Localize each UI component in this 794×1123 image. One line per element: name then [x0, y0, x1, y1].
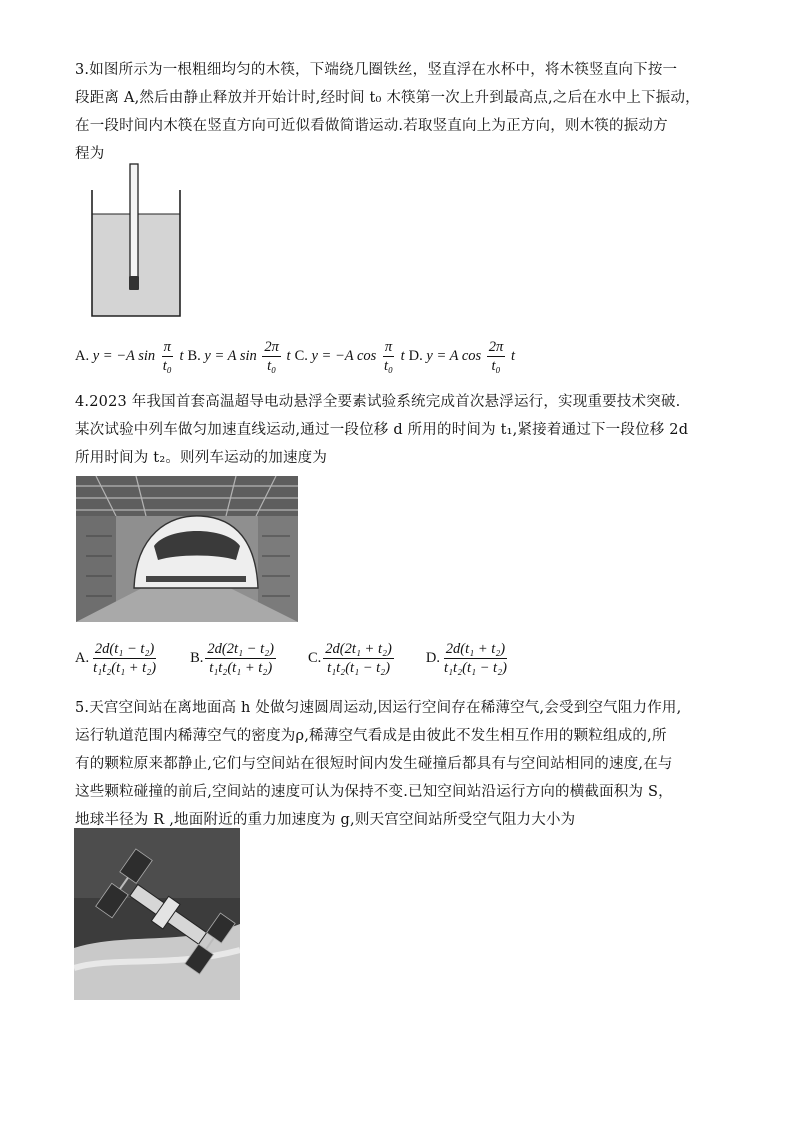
fraction: $\frac{2\pi}{\text{t₀}}$ [488, 339, 504, 375]
fraction: $\frac{\text{2d(t₁ − t₂)}}{\text{t₁t₂(t₁ + t₂)}}$ [93, 641, 157, 677]
q5-stem [75, 694, 725, 834]
maglev-train-photo [76, 476, 298, 622]
q3-stem [75, 56, 725, 168]
q5-line-2: 运行轨道范围内稀薄空气的密度为ρ,稀薄空气看成是由彼此不发生相互作用的颗粒组成的,所 [75, 728, 667, 744]
q4-line-1: 4.2023 年我国首套高温超导电动悬浮全要素试验系统完成首次悬浮运行，实现重要技术突破. [75, 394, 681, 410]
space-station-photo [74, 828, 240, 1000]
q3-option-c[interactable]: C. y = −A cos $\frac{\pi}{\text{t₀}}$ t [294, 339, 405, 375]
q3-options [75, 338, 515, 375]
q5-line-3: 有的颗粒原来都静止,它们与空间站在很短时间内发生碰撞后都具有与空间站相同的速度,在与 [75, 756, 673, 772]
fraction: $\frac{\pi}{\text{t₀}}$ [162, 339, 172, 375]
fraction: $\frac{\pi}{\text{t₀}}$ [383, 339, 394, 375]
q5-line-5: 地球半径为 R ,地面附近的重力加速度为 g,则天宫空间站所受空气阻力大小为 [75, 812, 576, 828]
q4-option-a[interactable]: A. $\frac{\text{2d(t₁ − t₂)}}{\text{t₁t₂(t₁ + t₂)}}$ [75, 641, 157, 677]
q5-line-1: 5.天宫空间站在离地面高 h 处做匀速圆周运动,因运行空间存在稀薄空气,会受到空气阻力作用, [75, 700, 682, 716]
q3-option-b[interactable]: B. y = A sin $\frac{2\pi}{\text{t₀}}$ t [187, 339, 291, 375]
q4-option-b[interactable]: B. $\frac{\text{2d(2t₁ − t₂)}}{\text{t₁t₂(t₁ + t₂)}}$ [190, 641, 274, 677]
q4-option-c[interactable]: C. $\frac{\text{2d(2t₁ + t₂)}}{\text{t₁t₂(t₁ − t₂)}}$ [307, 641, 392, 677]
q5-line-4: 这些颗粒碰撞的前后,空间站的速度可认为保持不变.已知空间站沿运行方向的横截面积为 S， [75, 784, 673, 800]
q4-line-2: 某次试验中列车做匀加速直线运动,通过一段位移 d 所用的时间为 t₁,紧接着通过下一段位移 2d [75, 422, 689, 438]
q3-option-a[interactable]: A. y = −A sin $\frac{\pi}{\text{t₀}}$ t [75, 339, 184, 375]
fraction: $\frac{\text{2d(2t₁ − t₂)}}{\text{t₁t₂(t₁ + t₂)}}$ [207, 641, 274, 677]
q4-option-d[interactable]: D. $\frac{\text{2d(t₁ + t₂)}}{\text{t₁t₂(t₁ − t₂)}}$ [425, 641, 507, 677]
fraction: $\frac{2\pi}{\text{t₀}}$ [264, 339, 279, 375]
q4-options [75, 640, 511, 677]
q3-line-1: 3.如图所示为一根粗细均匀的木筷，下端绕几圈铁丝，竖直浮在水杯中，将木筷竖直向下按一 [75, 62, 678, 78]
fraction: $\frac{\text{2d(t₁ + t₂)}}{\text{t₁t₂(t₁ − t₂)}}$ [443, 641, 507, 677]
q3-line-2: 段距离 A,然后由静止释放并开始计时,经时间 t₀ 木筷第一次上升到最高点,之后在水中上下振动， [75, 90, 700, 106]
q3-option-d[interactable]: D. y = A cos $\frac{2\pi}{\text{t₀}}$ t [408, 339, 515, 375]
q4-stem [75, 388, 725, 472]
q4-line-3: 所用时间为 t₂。则列车运动的加速度为 [75, 450, 328, 466]
chopstick-in-cup-figure [88, 162, 188, 320]
q3-line-3: 在一段时间内木筷在竖直方向可近似看做简谐运动.若取竖直向上为正方向，则木筷的振动方 [75, 118, 668, 134]
q3-line-4: 程为 [75, 146, 105, 162]
fraction: $\frac{\text{2d(2t₁ + t₂)}}{\text{t₁t₂(t₁ − t₂)}}$ [325, 641, 392, 677]
